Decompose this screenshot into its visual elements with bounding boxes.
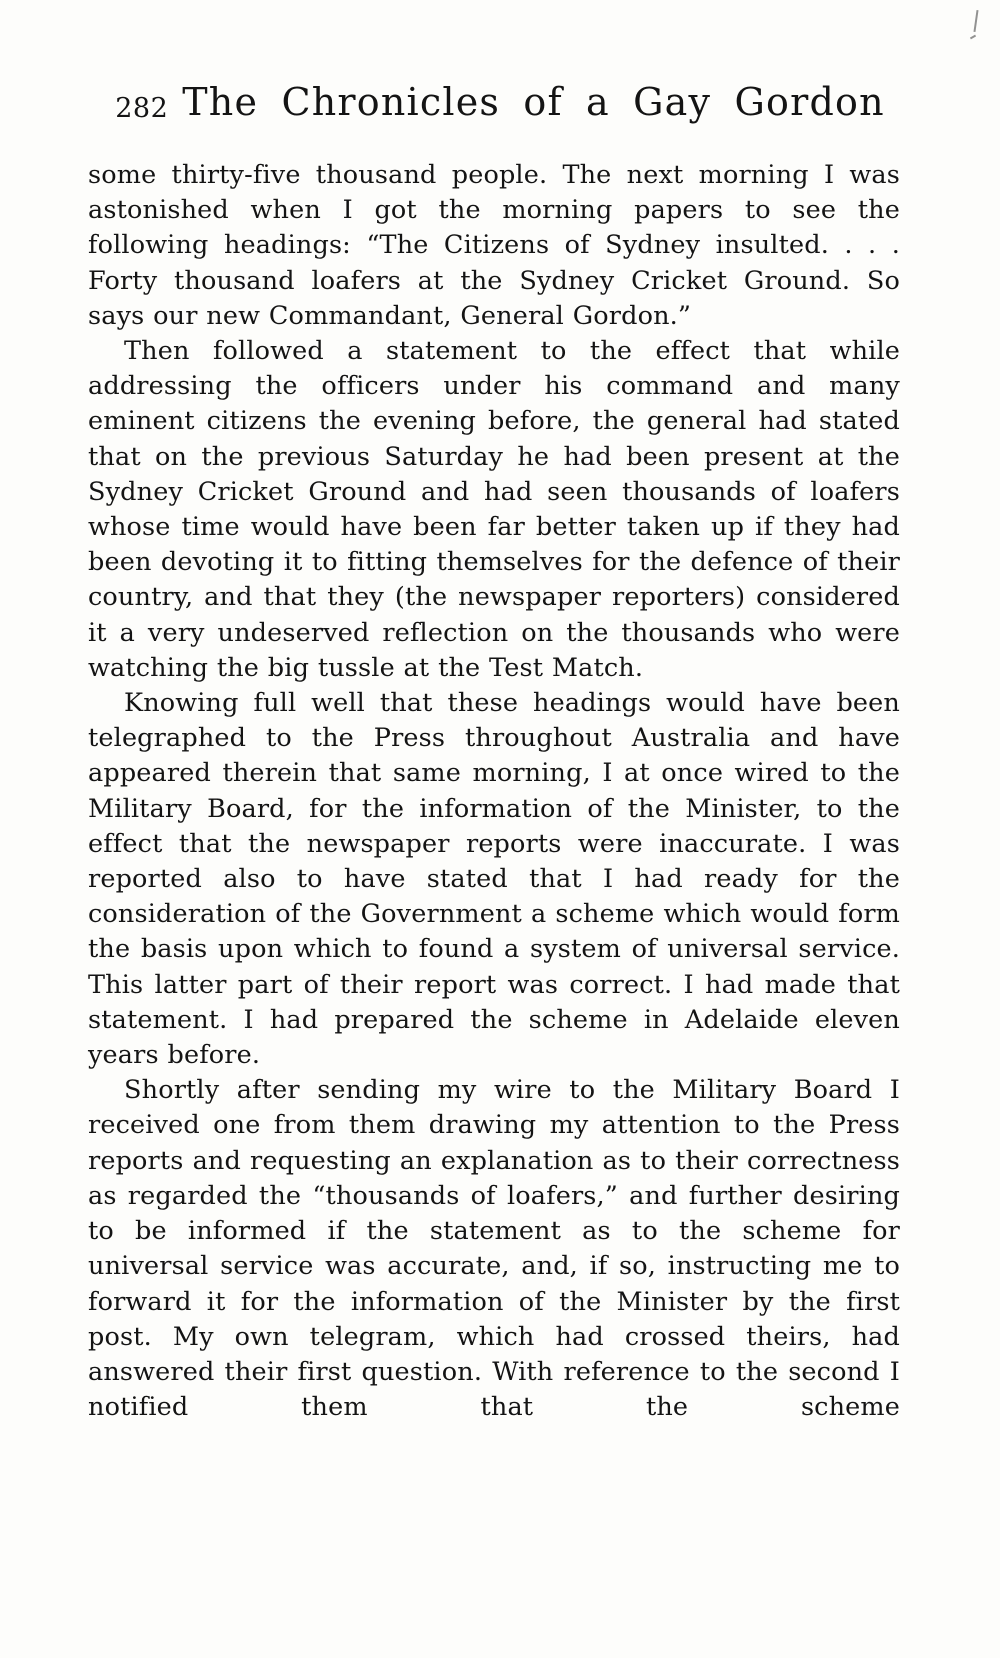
running-title: The Chronicles of a Gay Gordon (182, 80, 885, 124)
page-number: 282 (115, 93, 169, 124)
paragraph: Then followed a statement to the effect that while addressing the officers under his command and many eminent citizens the evening before, the general had stated that on the previous Saturday he had been present at the Sydney Cricket Ground and had seen thousands of loafers whose time would have been far better taken up if they had been devoting it to fitting themselves for the defence of their country, and that they (the newspaper reporters) considered it a very undeserved reflection on the thousands who were watching the big tussle at the Test Match. (88, 336, 900, 683)
page-header (0, 80, 1000, 124)
scan-artifact-icon (968, 10, 982, 46)
paragraph: Shortly after sending my wire to the Military Board I received one from them drawing my attention to the Press reports and requesting an explanation as to their correctness as regarded the “thousands of loafers,” and further desiring to be informed if the statement as to the scheme for universal service was accurate, and, if so, instructing me to forward it for the information of the Minister by the first post. My own telegram, which had crossed theirs, had answered their first question. With reference to the second I notified them that the scheme (88, 1075, 900, 1423)
paragraph: some thirty-five thousand people. The next morning I was astonished when I got the morning papers to see the following headings: “The Citizens of Sydney insulted. . . . Forty thousand loafers at the Sydney Cricket Ground. So says our new Commandant, General Gordon.” (88, 160, 900, 331)
paragraph: Knowing full well that these headings would have been telegraphed to the Press throughout Australia and have appeared therein that same morning, I at once wired to the Military Board, for the information of the Minister, to the effect that the newspaper reports were inaccurate. I was reported also to have stated that I had ready for the consideration of the Government a scheme which would form the basis upon which to found a system of universal service. This latter part of their report was correct. I had made that statement. I had prepared the scheme in Adelaide eleven years before. (88, 688, 900, 1071)
page-body (88, 158, 900, 1461)
